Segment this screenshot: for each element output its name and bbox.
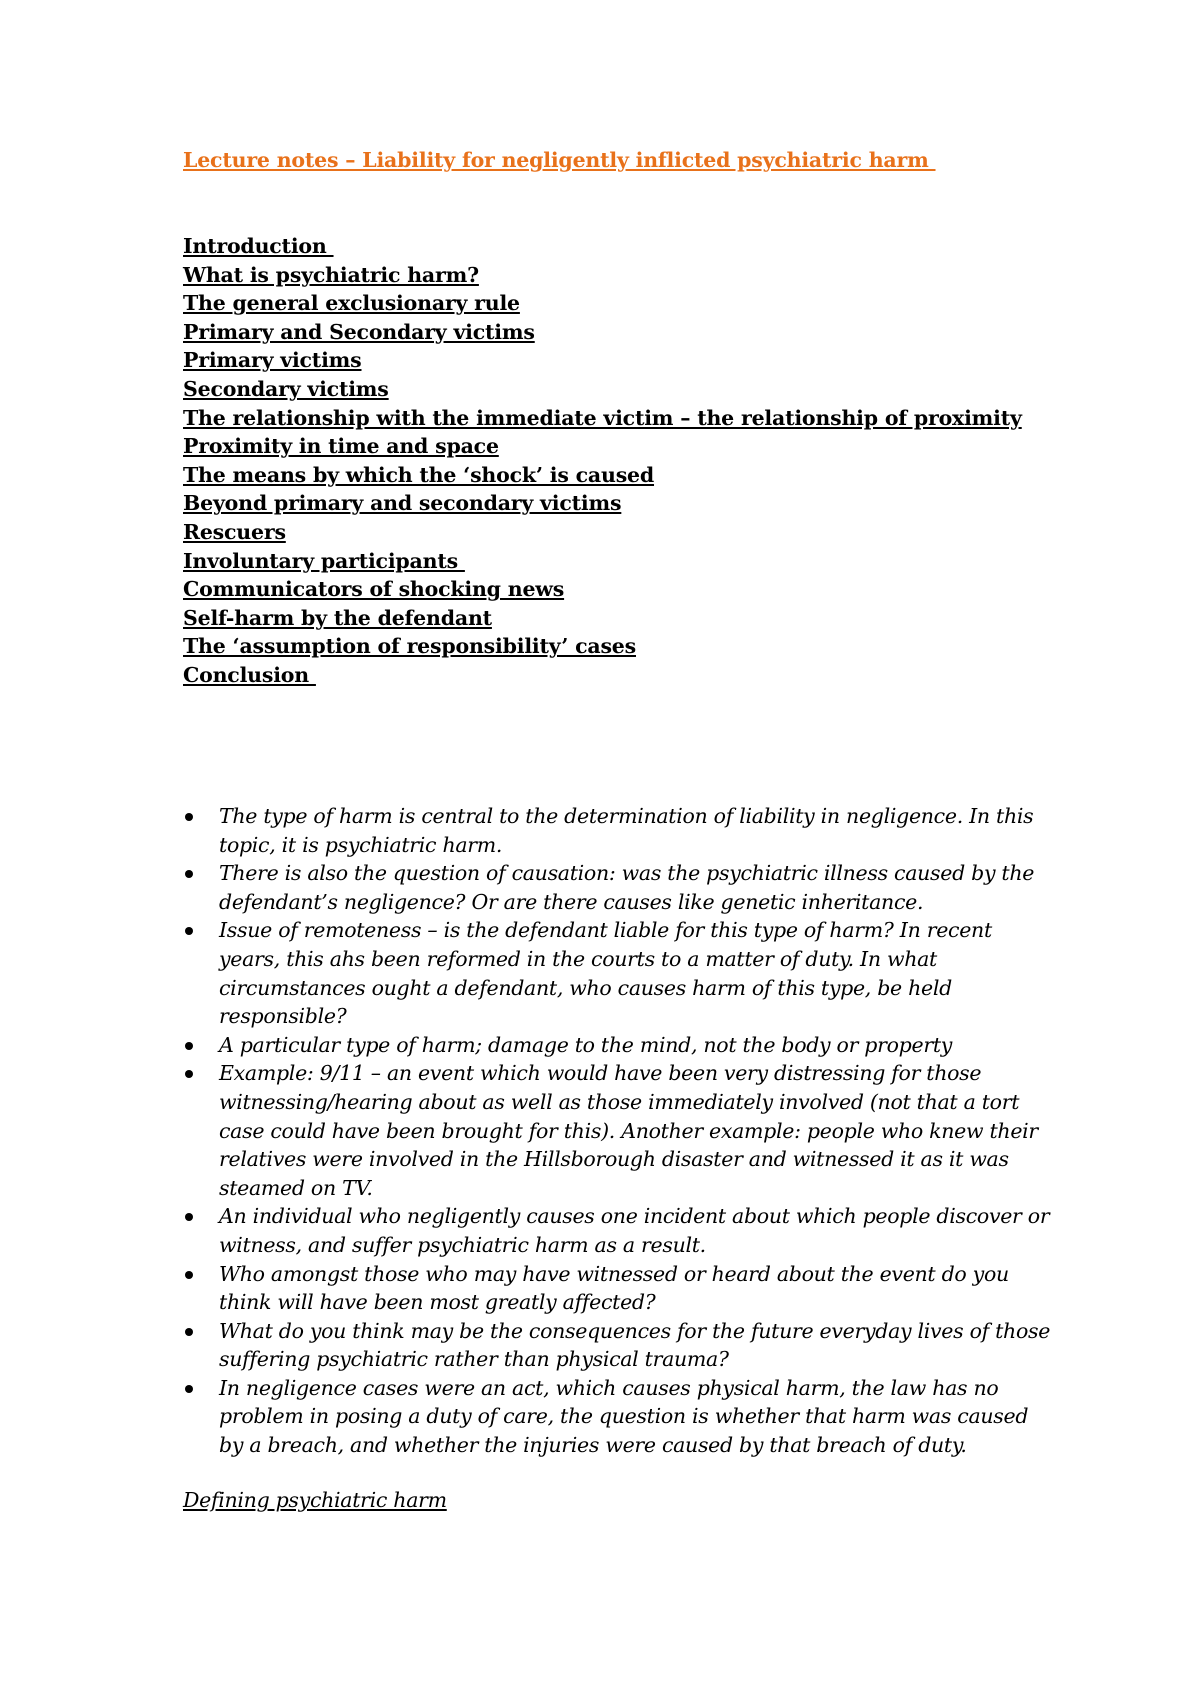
- bullet-dot-icon: [185, 1328, 193, 1336]
- bullet-dot-icon: [185, 1271, 193, 1279]
- list-item-text: In negligence cases were an act, which causes physical harm, the law has no problem in posing a duty of care, the question is whether that harm was caused by a breach, and whether the injuries were caused by that breach of duty.: [219, 1375, 1029, 1458]
- bullet-dot-icon: [185, 1042, 193, 1050]
- list-item-text: A particular type of harm; damage to the mind, not the body or property: [219, 1032, 953, 1057]
- list-item: [183, 1031, 1053, 1060]
- toc-item: Communicators of shocking news: [183, 577, 565, 602]
- list-item-text: There is also the question of causation: was the psychiatric illness caused by the defendant’s negligence? Or are there causes like genetic inheritance.: [219, 861, 1035, 914]
- list-item: [183, 859, 1053, 916]
- list-item: [183, 916, 1053, 1030]
- toc-item: The relationship with the immediate victim – the relationship of proximity: [183, 405, 1022, 430]
- toc-item: Involuntary participants: [183, 548, 465, 573]
- list-item-text: Example: 9/11 – an event which would have been very distressing for those witnessing/hearing about as well as those immediately involved (not that a tort case could have been brought for this). Another example: people who knew their relatives were involved in the Hillsborough disaster and witnessed it as it was steamed on TV.: [219, 1061, 1038, 1200]
- toc-item: The ‘assumption of responsibility’ cases: [183, 634, 636, 659]
- list-item: [183, 802, 1053, 859]
- list-item-text: Who amongst those who may have witnessed or heard about the event do you think will have been most greatly affected?: [219, 1261, 1009, 1315]
- bullet-list: [183, 802, 1053, 1460]
- toc-item: Introduction: [183, 234, 334, 258]
- bullet-dot-icon: [185, 1385, 193, 1393]
- bullet-dot-icon: [185, 870, 193, 878]
- list-item-text: Issue of remoteness – is the defendant liable for this type of harm? In recent years, this ahs been reformed in the courts to a matter of duty. In what circumstances ought a defendant, who causes harm of this type, be held responsible?: [219, 918, 992, 1029]
- list-item: [183, 1374, 1053, 1460]
- toc-item: Proximity in time and space: [183, 434, 499, 459]
- toc-item: Conclusion: [183, 662, 316, 687]
- toc-item: Primary victims: [183, 348, 362, 373]
- toc-item: What is psychiatric harm?: [183, 262, 479, 287]
- list-item: [183, 1202, 1053, 1259]
- page-title: Lecture notes – Liability for negligently inflicted psychiatric harm: [183, 148, 936, 172]
- toc-item: Primary and Secondary victims: [183, 319, 535, 344]
- bullet-dot-icon: [185, 1213, 193, 1221]
- section-heading: Defining psychiatric harm: [183, 1488, 447, 1512]
- bullet-dot-icon: [185, 927, 193, 935]
- toc-item: The means by which the ‘shock’ is caused: [183, 462, 655, 487]
- toc-item: Rescuers: [183, 519, 286, 544]
- toc-item: Secondary victims: [183, 376, 389, 401]
- bullet-dot-icon: [185, 1070, 193, 1078]
- list-item: [183, 1059, 1053, 1202]
- toc-item: The general exclusionary rule: [183, 291, 520, 316]
- list-item-text: The type of harm is central to the determination of liability in negligence. In this topic, it is psychiatric harm.: [219, 804, 1034, 857]
- list-item: [183, 1317, 1053, 1374]
- table-of-contents: [183, 232, 1022, 690]
- list-item: [183, 1260, 1053, 1317]
- bullet-dot-icon: [185, 813, 193, 821]
- toc-item: Self-harm by the defendant: [183, 605, 492, 630]
- list-item-text: What do you think may be the consequences for the future everyday lives of those suffering psychiatric rather than physical trauma?: [219, 1318, 1051, 1372]
- list-item-text: An individual who negligently causes one incident about which people discover or witness, and suffer psychiatric harm as a result.: [219, 1204, 1050, 1257]
- toc-item: Beyond primary and secondary victims: [183, 491, 622, 516]
